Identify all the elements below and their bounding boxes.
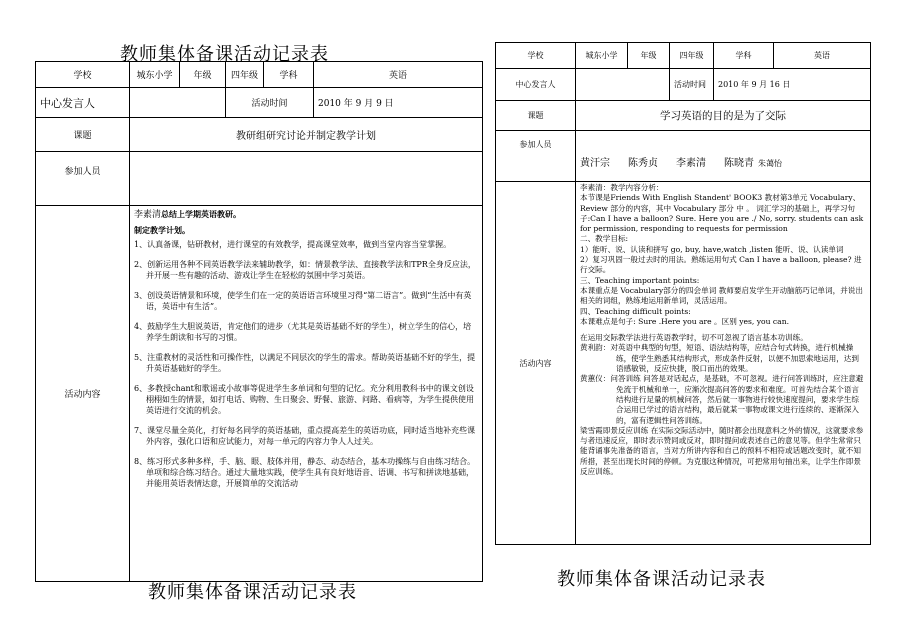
content-line: 李素清：教学内容分析： <box>580 183 664 192</box>
content-heading-name: 李素清 <box>134 210 162 220</box>
right-subject-value: 英语 <box>774 43 871 69</box>
right-content-body <box>576 182 871 545</box>
right-time-value: 2010 年 9 月 16 日 <box>714 69 871 101</box>
right-school-value: 城东小学 <box>576 43 628 69</box>
right-speaker-label: 中心发言人 <box>496 69 576 101</box>
participant-name: 李素清 <box>676 158 706 169</box>
content-line: 梁雪霞即景反应训练 在实际交际活动中，随时都会出现意料之外的情况，这就要求参与者迅速反应，即时表示赞同或反对，即时提问或表述自己的意见等。但学生常常只能背诵事先准备的语言，当对方所讲内容和自己的预料不相符或话题改变时，就不知所措，甚至出现长时间的停顿。为克服这种情况，可把常用句抽出来，让学生作即景反应训练。 <box>580 425 864 477</box>
participant-name: 黄汗宗 <box>580 158 610 169</box>
right-speaker-value <box>576 69 670 101</box>
participant-name: 陈秀贞 <box>628 158 658 169</box>
content-line: 1）能听、说、认读和拼写 go, buy, have,watch ,listen 能听、说、认读单词 <box>580 244 844 254</box>
content-line: 四、Teaching difficult points: <box>580 306 691 316</box>
content-line: 本课重点是 Vocabulary部分的四会单词 教师要启发学生开动脑筋巧记单词，并说出相关的词组，熟练地运用新单词，灵活运用。 <box>580 285 863 306</box>
right-participants-label: 参加人员 <box>496 131 576 182</box>
content-line: 本节课是Friends With English Standent' BOOK3 教材第3单元 Vocabulary、Review 部分的内容，其中 Vocabulary 部分 中 。 词汇学习的基础上，再学习句子:Can I have a balloon? Sure. Here you are ./ No, sorry. students can ask for permission, responding to requests for permission <box>580 193 864 234</box>
content-line: 二、教学目标: <box>580 234 629 244</box>
right-topic-value: 学习英语的目的是为了交际 <box>576 101 871 131</box>
school-label: 学校 <box>36 62 130 88</box>
right-record-table <box>495 42 871 545</box>
content-item: 5、注重教材的灵活性和可操作性，以满足不同层次的学生的需求。帮助英语基础不好的学生，提升英语基础好的学生。 <box>134 353 476 373</box>
subject-value: 英语 <box>314 62 483 88</box>
content-item: 1、认真备课，钻研教材，进行课堂的有效教学，提高课堂效率，做到当堂内容当堂掌握。 <box>134 240 452 249</box>
topic-label: 课题 <box>36 118 130 152</box>
grade-value: 四年级 <box>226 62 264 88</box>
participants-label: 参加人员 <box>36 152 130 206</box>
topic-value: 教研组研究讨论并制定教学计划 <box>130 118 483 152</box>
right-time-label: 活动时间 <box>670 69 714 101</box>
speaker-label: 中心发言人 <box>36 88 130 118</box>
content-item: 2、创新运用各种不同英语教学法来辅助教学，如：情景教学法、直接教学法和TPR全身反应法，并开展一些有趣的活动、游戏让学生在轻松的氛围中学习英语。 <box>134 260 476 280</box>
right-grade-label: 年级 <box>628 43 670 69</box>
right-content-label: 活动内容 <box>496 182 576 545</box>
content-item: 4、鼓励学生大胆说英语，肯定他们的进步（尤其是英语基础不好的学生），树立学生的信心，培养学生朗读和书写的习惯。 <box>134 322 472 342</box>
content-plan: 制定教学计划。 <box>134 225 190 235</box>
content-line: 三、Teaching important points: <box>580 275 700 285</box>
content-line: 黄蕙仪：问答训练 问答是对话起点，是基础，不可忽视。进行问答训练时，应注意避免流于机械和单一，应渐次提高问答的要求和难度。可首先结合某个语言结构进行足量的机械问答，然后就一事物进行较快速度提问，要求学生综合运用已学过的语言结构，最后就某一事物或课文进行连续的、逐渐深入的，富有逻辑性问答训练。 <box>580 374 864 425</box>
content-item: 8、练习形式多种多样，手、脑、眼、肢体并用，静态、动态结合，基本功操练与自由练习结合。单项和综合练习结合。通过大量地实践，使学生具有良好地语音、语调、书写和拼读地基础，并能用英语表情达意，开展简单的交流活动 <box>134 457 476 488</box>
participant-name: 朱蔼怡 <box>758 159 782 168</box>
right-subject-label: 学科 <box>714 43 774 69</box>
participant-name: 陈晓青 <box>724 158 754 169</box>
right-topic-label: 课题 <box>496 101 576 131</box>
grade-label: 年级 <box>180 62 226 88</box>
content-line: 在运用交际教学法进行英语教学时，切不可忽视了语言基本功训练。 <box>580 333 808 343</box>
content-line: 2）复习巩固一般过去时的用法。熟练运用句式 Can I have a balloon, please? 进行交际。 <box>580 255 862 275</box>
right-grade-value: 四年级 <box>670 43 714 69</box>
school-value: 城东小学 <box>130 62 180 88</box>
right-page-bottom-title: 教师集体备课活动记录表 <box>557 569 766 590</box>
content-body <box>130 206 483 582</box>
content-heading-bold: 总结上学期英语教研。 <box>161 209 242 219</box>
right-participants-value <box>576 131 871 182</box>
time-value: 2010 年 9 月 9 日 <box>314 88 483 118</box>
content-line: 黄利韵：对英语中典型的句型，短语、语法结构等，应结合句式转换，进行机械操练，使学生熟悉其结构形式，形成条件反射，以便不加思索地运用，达到语感敏锐，反应快捷，脱口而出的效果。 <box>580 343 859 374</box>
left-page-title: 教师集体备课活动记录表 <box>120 44 329 65</box>
content-line: 本课难点是句子: Sure .Here you are 。区别 yes, you can. <box>580 316 790 326</box>
content-item: 7、课堂尽量全英化，打好每名同学的英语基础，重点提高差生的英语功底，同时适当地补充些课外内容，强化口语和应试能力，对每一单元的内容力争人人过关。 <box>134 426 476 446</box>
content-label: 活动内容 <box>36 206 130 582</box>
left-page-bottom-title: 教师集体备课活动记录表 <box>148 582 357 603</box>
speaker-value <box>130 88 226 118</box>
participants-value <box>130 152 483 206</box>
content-item: 3、创设英语情景和环境，使学生们在一定的英语语言环境里习得“第二语言”。做到“生活中有英语，英语中有生活”。 <box>134 291 472 311</box>
left-record-table <box>35 61 483 582</box>
right-school-label: 学校 <box>496 43 576 69</box>
content-item: 6、多教授chant和歌谣或小故事等促进学生多单词和句型的记忆。充分利用教科书中的课文创设栩栩如生的情景，如打电话、购物、生日聚会、野餐、旅游、问路、看病等，为学生提供使用英语进行交流的机会。 <box>134 384 474 415</box>
time-label: 活动时间 <box>226 88 314 118</box>
subject-label: 学科 <box>264 62 314 88</box>
